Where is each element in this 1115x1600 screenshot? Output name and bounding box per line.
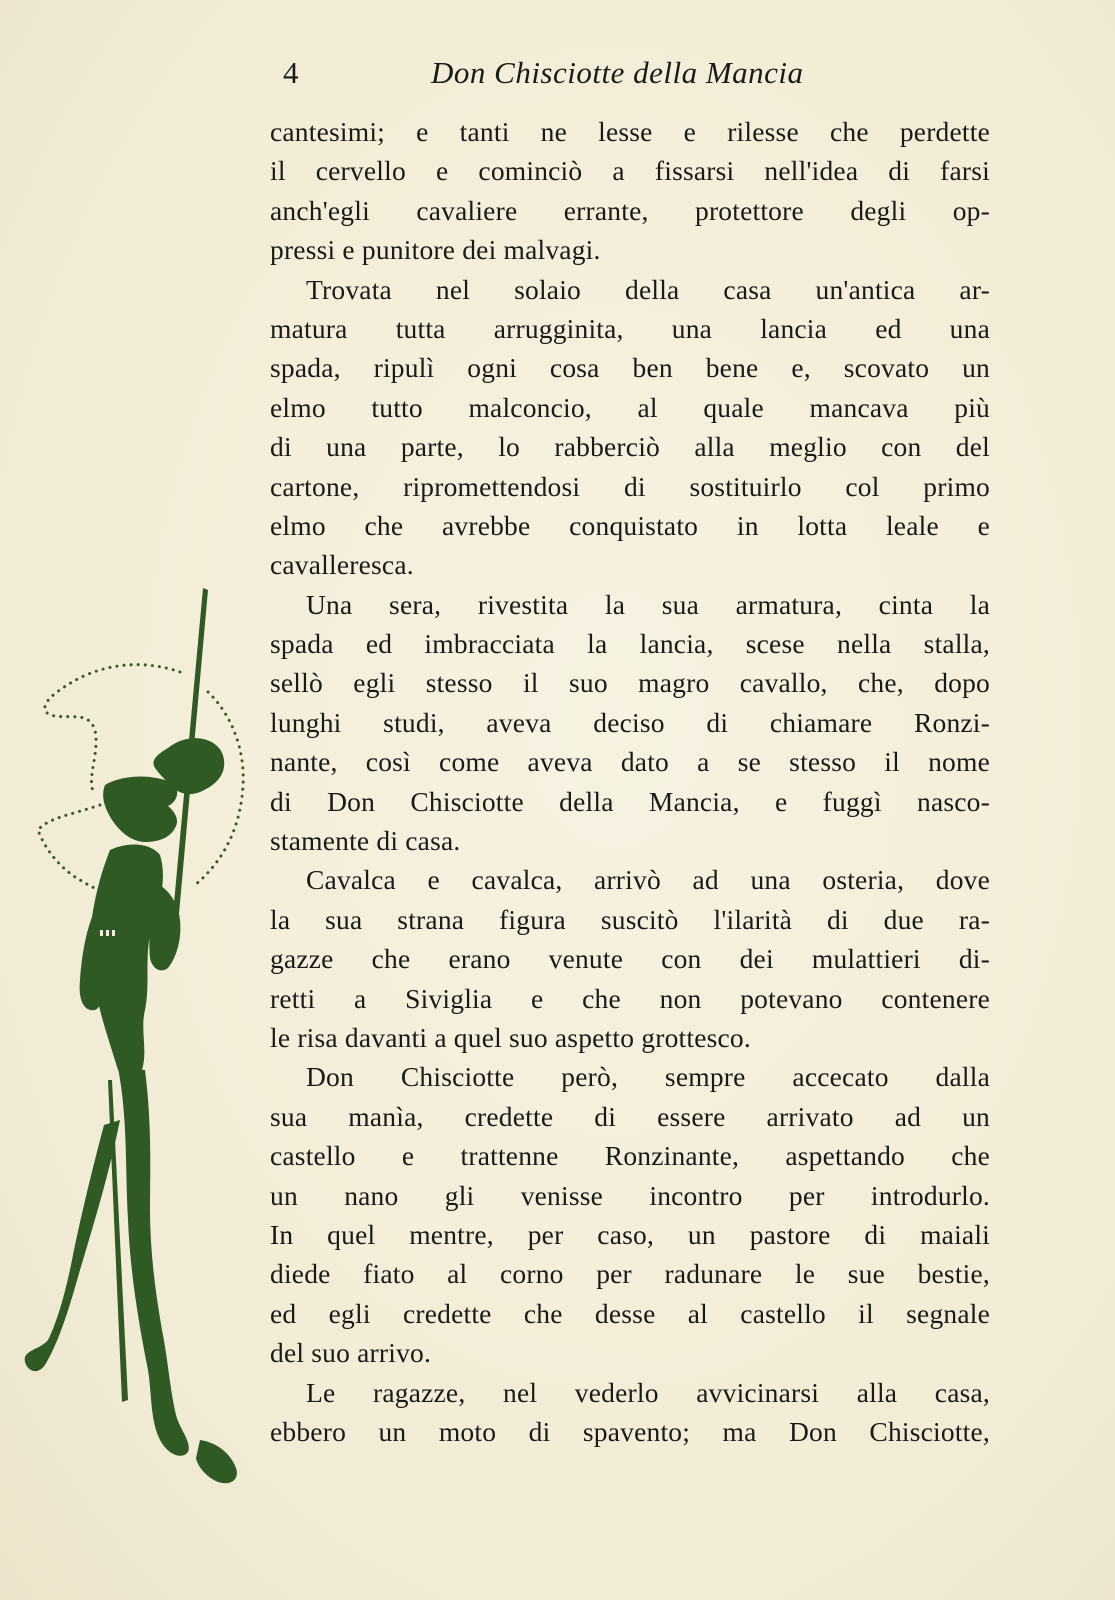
- don-quixote-silhouette-icon: [0, 580, 260, 1520]
- text-line: In quel mentre, per caso, un pastore di maiali: [270, 1218, 990, 1250]
- text-line: del suo arrivo.: [270, 1337, 432, 1369]
- text-line: diede fiato al corno per radunare le sue bestie,: [270, 1258, 990, 1290]
- text-line: spada ed imbracciata la lancia, scese nella stalla,: [270, 628, 990, 660]
- text-line: cantesimi; e tanti ne lesse e rilesse che perdette: [270, 116, 990, 147]
- text-line: Le ragazze, nel vederlo avvicinarsi alla casa,: [306, 1376, 990, 1408]
- text-line: la sua strana figura suscitò l'ilarità di due ra-: [270, 903, 990, 935]
- back-leg-shape: [25, 1120, 120, 1371]
- text-line: un nano gli venisse incontro per introdurlo.: [270, 1179, 990, 1211]
- text-line: Una sera, rivestita la sua armatura, cinta la: [306, 588, 990, 620]
- legs-shape: [118, 1068, 189, 1456]
- text-line: ed egli credette che desse al castello il segnale: [270, 1297, 990, 1329]
- text-line: elmo tutto malconcio, al quale mancava più: [270, 391, 990, 423]
- text-line: pressi e punitore dei malvagi.: [270, 234, 601, 266]
- foot-shape: [196, 1440, 237, 1483]
- text-line: di Don Chisciotte della Mancia, e fuggì nasco-: [270, 785, 990, 817]
- text-line: castello e trattenne Ronzinante, aspettando che: [270, 1140, 990, 1172]
- text-line: le risa davanti a quel suo aspetto grottesco.: [270, 1021, 751, 1053]
- running-title: Don Chisciotte della Mancia: [431, 55, 804, 90]
- text-line: anch'egli cavaliere errante, protettore degli op-: [270, 194, 990, 226]
- text-line: cartone, ripromettendosi di sostituirlo col primo: [270, 470, 990, 502]
- text-line: elmo che avrebbe conquistato in lotta leale e: [270, 509, 990, 541]
- text-line: cavalleresca.: [270, 549, 414, 581]
- text-line: lunghi studi, aveva deciso di chiamare Ronzi-: [270, 706, 990, 738]
- text-line: spada, ripulì ogni cosa ben bene e, scovato un: [270, 352, 990, 384]
- text-line: nante, così come aveva dato a se stesso il nome: [270, 746, 990, 778]
- text-line: retti a Siviglia e che non potevano contenere: [270, 982, 990, 1014]
- text-line: ebbero un moto di spavento; ma Don Chisciotte,: [270, 1415, 990, 1447]
- halo-arc-left: [38, 805, 110, 892]
- halo-arc-upper: [45, 665, 180, 795]
- page-number: 4: [283, 55, 299, 90]
- text-line: sua manìa, credette di essere arrivato ad un: [270, 1100, 990, 1132]
- page-header: [283, 50, 973, 96]
- text-line: sellò egli stesso il suo magro cavallo, che, dopo: [270, 667, 990, 699]
- text-line: Cavalca e cavalca, arrivò ad una osteria, dove: [306, 864, 990, 896]
- text-line: Trovata nel solaio della casa un'antica ar-: [306, 273, 990, 305]
- text-line: Don Chisciotte però, sempre accecato dalla: [306, 1061, 990, 1093]
- text-line: gazze che erano venute con dei mulattieri di-: [270, 943, 990, 975]
- body-text: [270, 112, 990, 1451]
- text-line: matura tutta arrugginita, una lancia ed una: [270, 312, 990, 344]
- text-line: stamente di casa.: [270, 825, 461, 857]
- text-line: di una parte, lo rabberciò alla meglio con del: [270, 431, 990, 463]
- face-shape: [103, 777, 177, 842]
- text-line: il cervello e cominciò a fissarsi nell'idea di farsi: [270, 155, 990, 187]
